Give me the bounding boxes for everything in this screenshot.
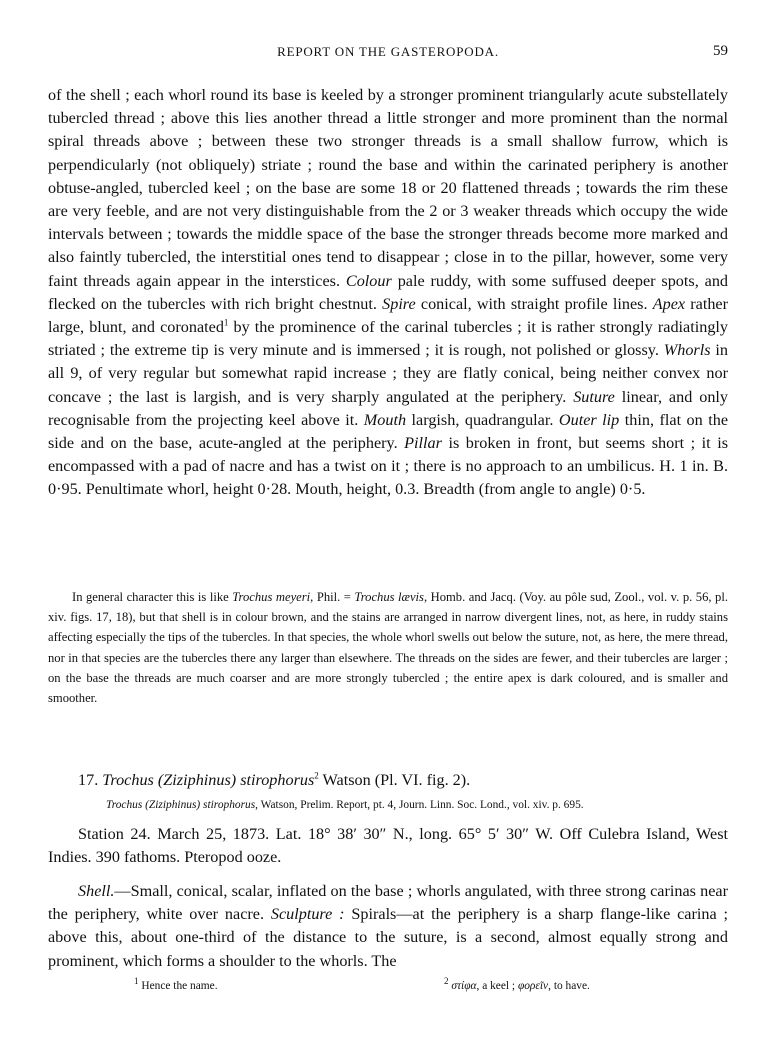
species-description — [48, 84, 728, 502]
shell-paragraph: Shell.—Small, conical, scalar, inflated on the base ; whorls angulated, with three strong carinas near the periphery, white over nacre. Sculpture : Spirals—at the periphery is a sharp flange-like carina ; above this, about one-third of the distance to the suture, is a second, almost equally strong and prominent, which forms a shoulder to the whorls. The — [48, 882, 728, 970]
suture-label: Suture — [573, 387, 615, 406]
species-heading: 17. Trochus (Ziziphinus) stirophorus$^2$ Watson (Pl. VI. fig. 2). — [78, 770, 471, 789]
page-header — [48, 44, 728, 66]
species-ref-laevis: Trochus lævis — [354, 590, 424, 604]
whorls-label: Whorls — [663, 341, 711, 360]
pillar-label: Pillar — [404, 434, 442, 453]
apex-label: Apex — [652, 294, 686, 313]
description-paragraph: of the shell ; each whorl round its base is keeled by a stronger prominent triangularly acute substellately tubercled thread ; above this lies another thread a little stronger and more prominent than the normal spiral threads above ; between these two stronger threads is a small shallow furrow, which is perpendicularly (not obliquely) striate ; round the base and within the carinated periphery is another obtuse-angled, tubercled keel ; on the base are some 18 or 20 flattened threads ; towards the rim these are very feeble, and are not very distinguishable from the 2 or 3 weaker threads which occupy the wide intervals between ; towards the middle space of the base the stronger threads become more marked and also faintly tubercled, the interstitial ones tend to disappear ; close in to the pillar, however, some very faint threads again appear in the interstices. Colour pale ruddy, with some suffused deeper spots, and flecked on the tubercles with rich bright chestnut. Spire conical, with straight profile lines. Apex rather large, blunt, and coronated$^1$ by the prominence of the carinal tubercles ; it is rather strongly radiatingly striated ; the extreme tip is very minute and is immersed ; it is rough, not polished or glossy. Whorls in all 9, of very regular but somewhat rapid increase ; they are flatly conical, being neither convex nor concave ; the last is largish, and is very sharply angulated at the periphery. Suture linear, and only recognisable from the projecting keel above it. Mouth largish, quadrangular. Outer lip thin, flat on the side and on the base, acute-angled at the periphery. Pillar is broken in front, but seems short ; it is encompassed with a pad of nacre and has a twist on it ; there is no approach to an umbilicus. H. 1 in. B. 0·95. Penultimate whorl, height 0·28. Mouth, height, 0.3. Breadth (from angle to angle) 0·5. — [48, 86, 729, 499]
spire-label: Spire — [382, 294, 416, 313]
mouth-label: Mouth — [363, 410, 407, 429]
footnote-1: $^1$ Hence the name. — [134, 976, 218, 992]
synonymy-name: Trochus (Ziziphinus) stirophorus — [106, 799, 256, 811]
footnote-2: $^2$ στίφα, a keel ; φορεῖν, to have. — [444, 976, 590, 992]
sculpture-label: Sculpture : — [270, 905, 345, 924]
colour-label: Colour — [345, 271, 392, 290]
species-genus: Trochus — [102, 771, 154, 789]
footnote-ref-1: 1 — [223, 317, 229, 328]
shell-description — [48, 880, 728, 973]
species-ref-meyeri: Trochus meyeri — [232, 590, 311, 604]
remarks-block — [48, 587, 728, 708]
shell-label: Shell. — [78, 882, 115, 900]
outer-lip-label: Outer lip — [558, 410, 620, 429]
page-number: 59 — [713, 43, 728, 59]
species-epithet: stirophorus — [240, 771, 315, 789]
running-title: REPORT ON THE GASTEROPODA. — [277, 44, 499, 59]
station-paragraph: Station 24. March 25, 1873. Lat. 18° 38′ 30″ N., long. 65° 5′ 30″ W. Off Culebra Island, West Indies. 390 fathoms. Pteropod ooze. — [48, 825, 728, 867]
synonymy-line: Trochus (Ziziphinus) stirophorus, Watson, Prelim. Report, pt. 4, Journ. Linn. Soc. Lond., vol. xiv. p. 695. — [106, 799, 584, 811]
station-block — [48, 823, 728, 869]
remarks-paragraph: In general character this is like Trochus meyeri, Phil. = Trochus lævis, Homb. and Jacq. (Voy. au pôle sud, Zool., vol. v. p. 56, pl. xiv. figs. 17, 18), but that shell is in colour brown, and the stains are arranged in narrow divergent lines, not, as here, in ruddy stains affecting especially the tips of the tubercles. In that species, the whole whorl swells out below the suture, not, as here, the mere thread, nor in that species are the tubercles there any larger than elsewhere. The threads on the sides are fewer, and their tubercles are larger ; on the base the threads are much coarser and are more strongly tubercled ; the entire apex is dark coloured, and is smaller and smoother. — [48, 590, 728, 706]
species-subgenus: (Ziziphinus) — [157, 771, 237, 789]
